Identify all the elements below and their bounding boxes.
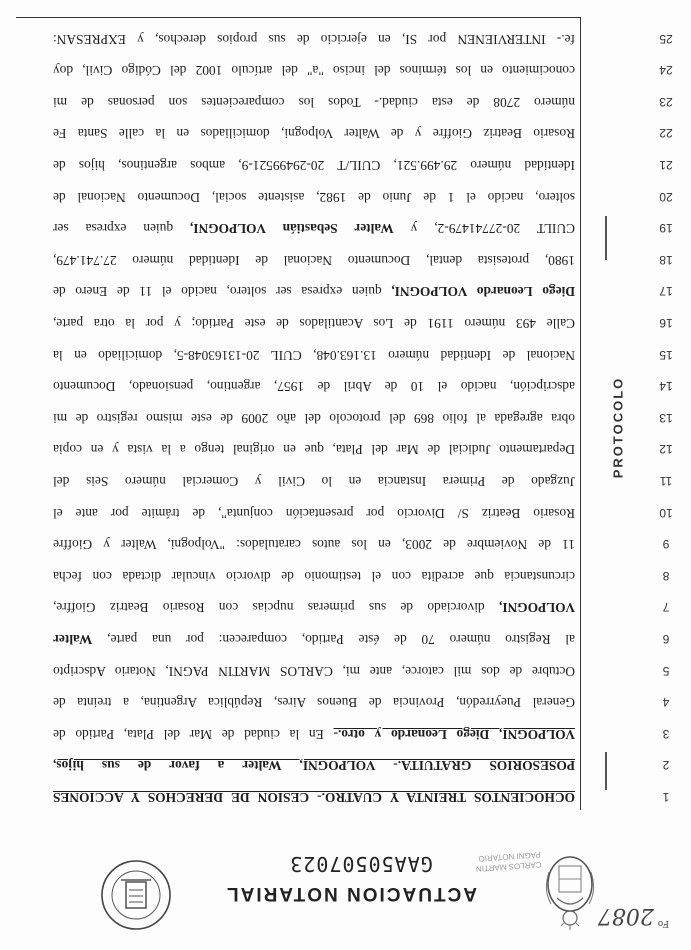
line-text xyxy=(53,31,575,47)
document-header-title: ACTUACION NOTARIAL xyxy=(225,883,478,904)
line-text xyxy=(53,157,575,173)
line-text-segment: quien expresa ser xyxy=(53,221,190,237)
document-line xyxy=(53,399,691,431)
line-number: 15 xyxy=(659,347,673,362)
line-text-segment: Rosario Beatriz S/ Divorcio por presentación conjunta", de trámite por ante el xyxy=(53,505,575,521)
sheet-serial-number: GAA50507023 xyxy=(289,852,433,876)
line-text-segment: obra agregada al folio 869 del protocolo del año 2009 de este mismo registro de mi xyxy=(53,410,575,426)
line-text xyxy=(53,599,575,615)
line-text-segment: divorciado de sus primeras nupcias con Rosario Beatriz Gioffre, xyxy=(53,600,499,616)
line-text xyxy=(53,505,575,521)
line-text-segment: fe.- INTERVIENEN por SI, en ejercicio de sus propios derechos, y EXPRESAN: xyxy=(53,31,575,47)
line-text xyxy=(53,663,575,679)
document-line xyxy=(53,241,691,273)
document-line xyxy=(53,557,691,589)
document-line xyxy=(53,715,691,747)
document-line xyxy=(53,115,691,147)
line-text xyxy=(53,757,575,773)
document-line xyxy=(53,747,691,779)
line-text-segment: Octubre de dos mil catorce, ante mi, CARLOS MARTIN PAGNI, Notario Adscripto xyxy=(53,663,575,679)
line-text-segment: conocimiento en los términos del inciso "a" del artículo 1002 del Código Civil, doy xyxy=(53,63,575,79)
document-line xyxy=(53,52,691,84)
line-text xyxy=(53,189,575,205)
document-line xyxy=(53,146,691,178)
document-line xyxy=(53,273,691,305)
line-text-segment: POSESORIOS GRATUITA.- VOLPOGNI, Walter a favor de sus hijos, xyxy=(53,758,575,774)
document-line xyxy=(53,83,691,115)
document-line xyxy=(53,20,691,52)
provincial-coat-of-arms-icon xyxy=(537,850,603,932)
line-text-segment: En la ciudad de Mar del Plata, Partido de xyxy=(53,726,334,742)
line-text-segment: Juzgado de Primera Instancia en lo Civil y Comercial número Seis del xyxy=(53,474,575,489)
line-number: 25 xyxy=(659,31,673,46)
protocolo-text: PROTOCOLO xyxy=(610,376,626,479)
line-text xyxy=(53,378,575,394)
line-text-segment: quien expresa ser soltero, nacido el 11 de Enero de xyxy=(53,284,392,300)
document-line xyxy=(53,431,691,463)
line-number: 9 xyxy=(662,537,670,552)
line-text xyxy=(53,315,575,331)
line-text xyxy=(53,694,575,710)
document-line xyxy=(53,304,691,336)
line-text-segment: soltero, nacido el 1 de Junio de 1982, asistente social, Documento Nacional de xyxy=(53,189,575,205)
line-number: 14 xyxy=(659,379,673,394)
line-number: 24 xyxy=(659,63,673,78)
line-number: 22 xyxy=(659,126,673,141)
line-number: 18 xyxy=(659,252,673,267)
line-text-segment: General Pueyrredón, Provincia de Buenos Aires, República Argentina, a treinta de xyxy=(53,695,575,711)
line-number: 5 xyxy=(662,663,670,678)
line-text-segment: CUILT 20-27741479-2, y xyxy=(393,221,575,237)
line-text-segment: VOLPOGNI, xyxy=(499,600,575,616)
line-text-segment: Nacional de Identidad número 13.163.048, CUIL 20-13163048-5, domiciliado en la xyxy=(53,347,575,363)
line-text xyxy=(53,473,575,489)
line-number: 20 xyxy=(659,189,673,204)
line-text xyxy=(53,441,575,457)
document-line xyxy=(53,462,691,494)
document-line xyxy=(53,526,691,558)
line-number: 12 xyxy=(659,442,673,457)
line-text xyxy=(53,347,575,363)
line-text-segment: Walter Sebastián VOLPOGNI, xyxy=(189,221,394,237)
line-text-segment: OCHOCIENTOS TREINTA Y CUATRO.- CESION DE DERECHOS Y ACCIONES xyxy=(53,790,575,805)
document-line xyxy=(53,620,691,652)
line-text-segment: al Registro número 70 de éste Partido, comparecen: por una parte, xyxy=(92,632,575,647)
line-text xyxy=(53,220,575,236)
line-number: 3 xyxy=(662,726,670,741)
document-line xyxy=(53,494,691,526)
frame-bottom-rule xyxy=(16,17,581,18)
line-number: 7 xyxy=(662,600,670,615)
notary-stamp-text: CARLOS MARTIN PAGNI NOTARIO xyxy=(475,849,542,874)
line-text-segment: Rosario Beatriz Gioffre y de Walter Volpogni, domiciliados en la calle Santa Fe xyxy=(53,126,575,142)
document-line xyxy=(53,652,691,684)
line-number: 8 xyxy=(662,568,670,583)
document-line xyxy=(53,778,691,810)
line-text-segment: Identidad número 29.499.521, CUIL/T 20-29499521-9, ambos argentinos, hijos de xyxy=(53,158,575,173)
document-line xyxy=(53,589,691,621)
line-number: 21 xyxy=(659,158,673,172)
line-text-segment: 11 de Noviembre de 2003, en los autos caratulados: "Volpogni, Walter y Gioffre xyxy=(53,537,575,553)
line-text-segment: 1980, protesista dental, Documento Nacional de Identidad número 27.741.479, xyxy=(53,252,575,268)
line-number: 1 xyxy=(662,790,670,804)
document-line xyxy=(53,368,691,400)
line-number: 16 xyxy=(659,316,673,330)
document-line xyxy=(53,210,691,242)
line-number: 17 xyxy=(659,284,673,299)
line-text xyxy=(53,726,575,742)
notary-college-seal-icon xyxy=(99,858,173,932)
folio-number xyxy=(598,903,669,928)
line-number: 6 xyxy=(662,632,670,646)
line-text xyxy=(53,125,575,141)
line-number: 13 xyxy=(659,410,673,425)
line-text-segment: circunstancia que acredita con el testimonio de divorcio vincular dictada con fecha xyxy=(53,568,575,584)
line-number: 11 xyxy=(659,474,673,488)
line-text-segment: VOLPOGNI, Diego Leonardo y otro.- xyxy=(333,726,575,742)
line-number: 19 xyxy=(659,221,673,236)
line-number: 23 xyxy=(659,94,673,109)
document-line xyxy=(53,178,691,210)
line-number: 10 xyxy=(659,505,673,520)
folio-prefix: Fo xyxy=(657,918,669,928)
line-number: 2 xyxy=(662,758,670,773)
line-text-segment: Departamento Judicial de Mar del Plata, que en original tengo a la vista y en copia xyxy=(53,442,575,458)
line-text xyxy=(53,410,575,426)
line-text-segment: Calle 493 número 1191 de Los Acantilados de este Partido; y por la otra parte, xyxy=(53,316,575,331)
line-text-segment: número 2708 de esta ciudad.- Todos los comparecientes son personas de mi xyxy=(53,94,575,110)
line-text xyxy=(53,631,575,647)
line-text xyxy=(53,94,575,110)
line-text xyxy=(53,789,575,805)
line-text xyxy=(53,62,575,78)
line-text xyxy=(53,283,575,299)
folio-value: 2087 xyxy=(597,903,654,928)
line-text-segment: Diego Leonardo VOLPOGNI, xyxy=(391,284,575,300)
line-number: 4 xyxy=(662,695,670,710)
line-text xyxy=(53,252,575,268)
line-text-segment: adscripción, nacido el 10 de Abril de 1957, argentino, pensionado, Documento xyxy=(53,379,575,395)
line-text-segment: Walter xyxy=(53,632,93,647)
document-line xyxy=(53,684,691,716)
line-text xyxy=(53,568,575,584)
line-text xyxy=(53,536,575,552)
document-line xyxy=(53,336,691,368)
